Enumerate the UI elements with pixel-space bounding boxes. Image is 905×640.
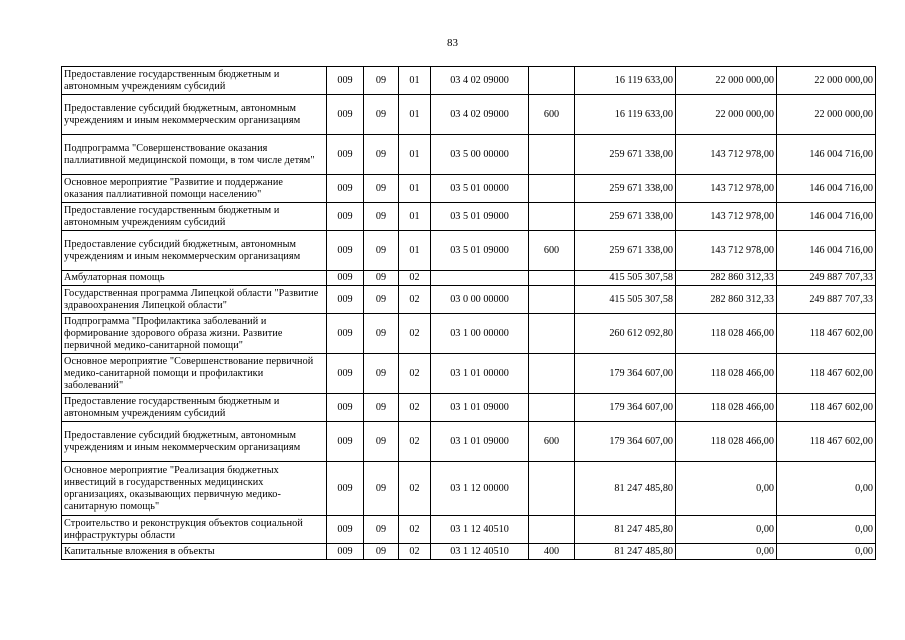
subsection-code: 02 bbox=[399, 422, 431, 462]
row-name: Основное мероприятие "Реализация бюджетных инвестиций в государственных медицинских организациях, оказывающих первичную медико-санитарную помощь" bbox=[62, 462, 327, 516]
table-row bbox=[62, 135, 876, 175]
section-code: 09 bbox=[364, 286, 399, 314]
subsection-code: 02 bbox=[399, 314, 431, 354]
amount-year-1: 259 671 338,00 bbox=[575, 175, 676, 203]
ved-code: 009 bbox=[327, 271, 364, 286]
amount-year-2: 22 000 000,00 bbox=[676, 67, 777, 95]
row-name: Государственная программа Липецкой области "Развитие здравоохранения Липецкой области" bbox=[62, 286, 327, 314]
amount-year-1: 16 119 633,00 bbox=[575, 67, 676, 95]
amount-year-1: 259 671 338,00 bbox=[575, 135, 676, 175]
amount-year-3: 0,00 bbox=[777, 544, 876, 560]
amount-year-1: 81 247 485,80 bbox=[575, 516, 676, 544]
ved-code: 009 bbox=[327, 135, 364, 175]
table-row bbox=[62, 422, 876, 462]
subsection-code: 02 bbox=[399, 544, 431, 560]
subsection-code: 02 bbox=[399, 286, 431, 314]
section-code: 09 bbox=[364, 95, 399, 135]
table-row bbox=[62, 314, 876, 354]
table-row bbox=[62, 95, 876, 135]
amount-year-1: 81 247 485,80 bbox=[575, 462, 676, 516]
target-article-code: 03 4 02 09000 bbox=[431, 95, 529, 135]
amount-year-2: 143 712 978,00 bbox=[676, 231, 777, 271]
target-article-code: 03 5 01 09000 bbox=[431, 231, 529, 271]
subsection-code: 01 bbox=[399, 67, 431, 95]
amount-year-3: 146 004 716,00 bbox=[777, 203, 876, 231]
expense-type-code bbox=[529, 354, 575, 394]
amount-year-2: 143 712 978,00 bbox=[676, 175, 777, 203]
expense-type-code: 600 bbox=[529, 422, 575, 462]
amount-year-2: 0,00 bbox=[676, 544, 777, 560]
amount-year-3: 0,00 bbox=[777, 462, 876, 516]
row-name: Предоставление субсидий бюджетным, автономным учреждениям и иным некоммерческим организациям bbox=[62, 422, 327, 462]
target-article-code: 03 1 00 00000 bbox=[431, 314, 529, 354]
row-name: Подпрограмма "Профилактика заболеваний и формирование здорового образа жизни. Развитие первичной медико-санитарной помощи" bbox=[62, 314, 327, 354]
expense-type-code bbox=[529, 516, 575, 544]
amount-year-2: 118 028 466,00 bbox=[676, 394, 777, 422]
section-code: 09 bbox=[364, 175, 399, 203]
section-code: 09 bbox=[364, 135, 399, 175]
subsection-code: 01 bbox=[399, 135, 431, 175]
ved-code: 009 bbox=[327, 286, 364, 314]
amount-year-3: 146 004 716,00 bbox=[777, 175, 876, 203]
expense-type-code bbox=[529, 67, 575, 95]
target-article-code: 03 4 02 09000 bbox=[431, 67, 529, 95]
table-row bbox=[62, 394, 876, 422]
amount-year-3: 118 467 602,00 bbox=[777, 354, 876, 394]
target-article-code: 03 1 12 40510 bbox=[431, 544, 529, 560]
amount-year-1: 259 671 338,00 bbox=[575, 203, 676, 231]
subsection-code: 02 bbox=[399, 462, 431, 516]
ved-code: 009 bbox=[327, 95, 364, 135]
amount-year-2: 118 028 466,00 bbox=[676, 354, 777, 394]
amount-year-3: 249 887 707,33 bbox=[777, 271, 876, 286]
ved-code: 009 bbox=[327, 516, 364, 544]
section-code: 09 bbox=[364, 394, 399, 422]
table-row bbox=[62, 286, 876, 314]
amount-year-3: 118 467 602,00 bbox=[777, 394, 876, 422]
table-row bbox=[62, 516, 876, 544]
ved-code: 009 bbox=[327, 67, 364, 95]
expense-type-code bbox=[529, 203, 575, 231]
target-article-code: 03 5 00 00000 bbox=[431, 135, 529, 175]
expense-type-code bbox=[529, 286, 575, 314]
ved-code: 009 bbox=[327, 462, 364, 516]
table-row bbox=[62, 354, 876, 394]
amount-year-1: 81 247 485,80 bbox=[575, 544, 676, 560]
amount-year-2: 118 028 466,00 bbox=[676, 422, 777, 462]
target-article-code: 03 5 01 09000 bbox=[431, 203, 529, 231]
amount-year-1: 179 364 607,00 bbox=[575, 422, 676, 462]
section-code: 09 bbox=[364, 231, 399, 271]
amount-year-3: 0,00 bbox=[777, 516, 876, 544]
target-article-code: 03 1 01 09000 bbox=[431, 394, 529, 422]
ved-code: 009 bbox=[327, 544, 364, 560]
row-name: Основное мероприятие "Развитие и поддержание оказания паллиативной помощи населению" bbox=[62, 175, 327, 203]
amount-year-3: 249 887 707,33 bbox=[777, 286, 876, 314]
ved-code: 009 bbox=[327, 422, 364, 462]
expense-type-code bbox=[529, 271, 575, 286]
row-name: Строительство и реконструкция объектов социальной инфраструктуры области bbox=[62, 516, 327, 544]
row-name: Предоставление государственным бюджетным и автономным учреждениям субсидий bbox=[62, 203, 327, 231]
target-article-code: 03 1 12 40510 bbox=[431, 516, 529, 544]
subsection-code: 02 bbox=[399, 516, 431, 544]
subsection-code: 02 bbox=[399, 354, 431, 394]
table-row bbox=[62, 231, 876, 271]
amount-year-2: 143 712 978,00 bbox=[676, 203, 777, 231]
amount-year-3: 118 467 602,00 bbox=[777, 422, 876, 462]
target-article-code: 03 1 01 09000 bbox=[431, 422, 529, 462]
section-code: 09 bbox=[364, 314, 399, 354]
amount-year-2: 22 000 000,00 bbox=[676, 95, 777, 135]
row-name: Основное мероприятие "Совершенствование первичной медико-санитарной помощи и профилактики заболеваний" bbox=[62, 354, 327, 394]
row-name: Предоставление государственным бюджетным и автономным учреждениям субсидий bbox=[62, 394, 327, 422]
subsection-code: 02 bbox=[399, 394, 431, 422]
ved-code: 009 bbox=[327, 354, 364, 394]
expense-type-code: 600 bbox=[529, 95, 575, 135]
expense-type-code: 600 bbox=[529, 231, 575, 271]
amount-year-3: 22 000 000,00 bbox=[777, 95, 876, 135]
expense-type-code bbox=[529, 175, 575, 203]
page-number: 83 bbox=[447, 37, 458, 49]
expense-type-code bbox=[529, 135, 575, 175]
amount-year-1: 415 505 307,58 bbox=[575, 271, 676, 286]
table-row bbox=[62, 462, 876, 516]
row-name: Амбулаторная помощь bbox=[62, 271, 327, 286]
amount-year-2: 282 860 312,33 bbox=[676, 286, 777, 314]
amount-year-1: 16 119 633,00 bbox=[575, 95, 676, 135]
amount-year-2: 0,00 bbox=[676, 516, 777, 544]
ved-code: 009 bbox=[327, 203, 364, 231]
target-article-code: 03 1 12 00000 bbox=[431, 462, 529, 516]
row-name: Капитальные вложения в объекты bbox=[62, 544, 327, 560]
subsection-code: 02 bbox=[399, 271, 431, 286]
section-code: 09 bbox=[364, 354, 399, 394]
section-code: 09 bbox=[364, 271, 399, 286]
row-name: Подпрограмма "Совершенствование оказания паллиативной медицинской помощи, в том числе детям" bbox=[62, 135, 327, 175]
budget-table bbox=[61, 66, 876, 560]
table-row bbox=[62, 544, 876, 560]
amount-year-2: 118 028 466,00 bbox=[676, 314, 777, 354]
expense-type-code: 400 bbox=[529, 544, 575, 560]
table-row bbox=[62, 175, 876, 203]
amount-year-3: 146 004 716,00 bbox=[777, 135, 876, 175]
section-code: 09 bbox=[364, 462, 399, 516]
amount-year-2: 143 712 978,00 bbox=[676, 135, 777, 175]
section-code: 09 bbox=[364, 422, 399, 462]
section-code: 09 bbox=[364, 516, 399, 544]
amount-year-1: 259 671 338,00 bbox=[575, 231, 676, 271]
target-article-code: 03 5 01 00000 bbox=[431, 175, 529, 203]
amount-year-3: 118 467 602,00 bbox=[777, 314, 876, 354]
expense-type-code bbox=[529, 314, 575, 354]
amount-year-2: 282 860 312,33 bbox=[676, 271, 777, 286]
target-article-code: 03 0 00 00000 bbox=[431, 286, 529, 314]
subsection-code: 01 bbox=[399, 175, 431, 203]
section-code: 09 bbox=[364, 67, 399, 95]
table-row bbox=[62, 67, 876, 95]
section-code: 09 bbox=[364, 544, 399, 560]
amount-year-1: 179 364 607,00 bbox=[575, 354, 676, 394]
expense-type-code bbox=[529, 462, 575, 516]
target-article-code: 03 1 01 00000 bbox=[431, 354, 529, 394]
section-code: 09 bbox=[364, 203, 399, 231]
subsection-code: 01 bbox=[399, 231, 431, 271]
table-row bbox=[62, 203, 876, 231]
amount-year-2: 0,00 bbox=[676, 462, 777, 516]
amount-year-3: 146 004 716,00 bbox=[777, 231, 876, 271]
ved-code: 009 bbox=[327, 231, 364, 271]
expense-type-code bbox=[529, 394, 575, 422]
table-row bbox=[62, 271, 876, 286]
row-name: Предоставление субсидий бюджетным, автономным учреждениям и иным некоммерческим организациям bbox=[62, 231, 327, 271]
amount-year-3: 22 000 000,00 bbox=[777, 67, 876, 95]
target-article-code bbox=[431, 271, 529, 286]
amount-year-1: 415 505 307,58 bbox=[575, 286, 676, 314]
ved-code: 009 bbox=[327, 175, 364, 203]
amount-year-1: 179 364 607,00 bbox=[575, 394, 676, 422]
row-name: Предоставление государственным бюджетным и автономным учреждениям субсидий bbox=[62, 67, 327, 95]
ved-code: 009 bbox=[327, 314, 364, 354]
row-name: Предоставление субсидий бюджетным, автономным учреждениям и иным некоммерческим организациям bbox=[62, 95, 327, 135]
subsection-code: 01 bbox=[399, 203, 431, 231]
subsection-code: 01 bbox=[399, 95, 431, 135]
ved-code: 009 bbox=[327, 394, 364, 422]
amount-year-1: 260 612 092,80 bbox=[575, 314, 676, 354]
